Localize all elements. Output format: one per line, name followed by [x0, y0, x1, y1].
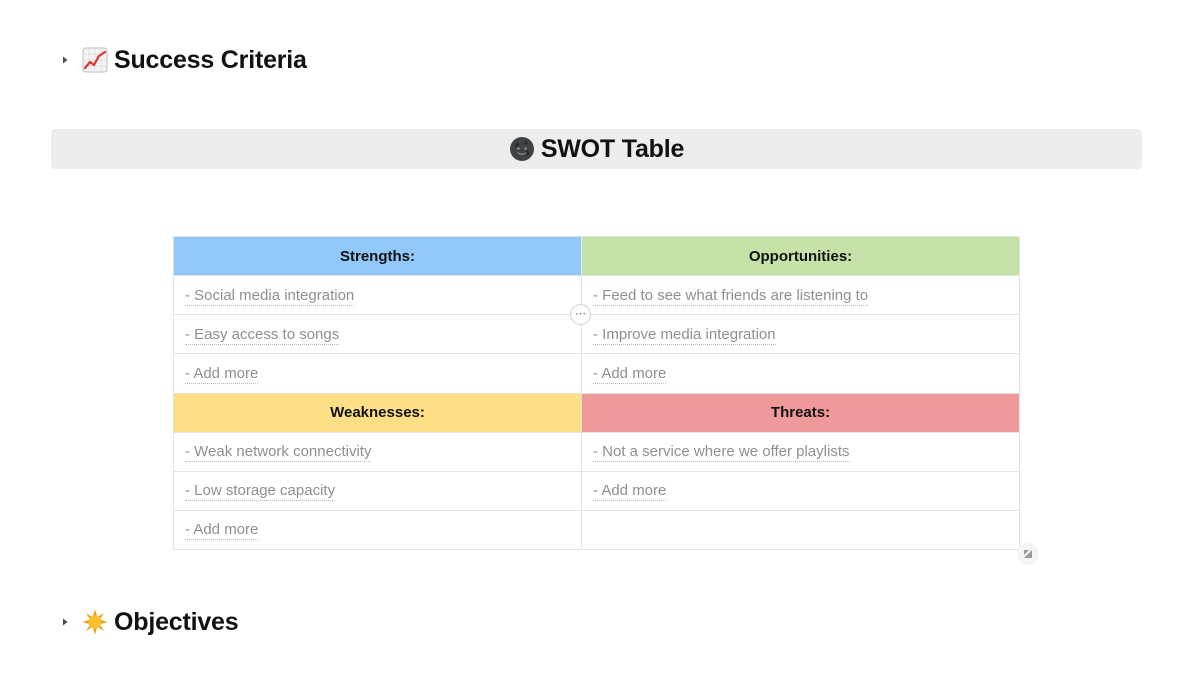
weaknesses-header[interactable]: Weaknesses:	[174, 393, 582, 432]
cell-text: - Add more	[593, 482, 667, 500]
opportunities-cell[interactable]	[582, 315, 1020, 354]
toggle-title: Objectives	[114, 607, 239, 636]
table-row	[174, 315, 1020, 354]
cell-text: - Add more	[185, 521, 259, 539]
table-row	[174, 276, 1020, 315]
sun-icon	[82, 609, 108, 635]
table-row	[174, 471, 1020, 510]
cell-text: - Add more	[185, 364, 259, 382]
cell-text: - Easy access to songs	[185, 325, 340, 343]
swot-callout	[51, 129, 1142, 169]
opportunities-header[interactable]: Opportunities:	[582, 237, 1020, 276]
cell-text: - Not a service where we offer playlists	[593, 443, 850, 461]
cell-text: - Low storage capacity	[185, 482, 336, 500]
table-row	[174, 510, 1020, 549]
swot-table	[173, 236, 1020, 550]
toggle-title: Success Criteria	[114, 45, 307, 74]
caret-right-icon[interactable]	[56, 51, 74, 69]
weaknesses-cell[interactable]	[174, 510, 582, 549]
cell-text: - Add more	[593, 364, 667, 382]
cell-text: - Weak network connectivity	[185, 443, 372, 461]
opportunities-cell[interactable]	[582, 354, 1020, 393]
toggle-success-criteria[interactable]	[56, 40, 307, 80]
callout-title: SWOT Table	[540, 134, 685, 163]
chart-increasing-icon	[82, 47, 108, 73]
opportunities-cell[interactable]	[582, 276, 1020, 315]
table-row	[174, 393, 1020, 432]
threats-cell[interactable]	[582, 432, 1020, 471]
table-row	[174, 354, 1020, 393]
toggle-objectives[interactable]	[56, 602, 238, 642]
strengths-cell[interactable]	[174, 354, 582, 393]
cell-text: - Improve media integration	[593, 325, 776, 343]
new-moon-face-icon	[509, 136, 535, 162]
cell-text: - Social media integration	[185, 286, 355, 304]
weaknesses-cell[interactable]	[174, 432, 582, 471]
caret-right-icon[interactable]	[56, 613, 74, 631]
table-row	[174, 432, 1020, 471]
table-row	[174, 237, 1020, 276]
strengths-cell[interactable]	[174, 315, 582, 354]
threats-header[interactable]: Threats:	[582, 393, 1020, 432]
threats-cell[interactable]	[582, 471, 1020, 510]
cell-text: - Feed to see what friends are listening to	[593, 286, 869, 304]
weaknesses-cell[interactable]	[174, 471, 582, 510]
column-options-handle[interactable]: ⋯	[570, 304, 591, 325]
strengths-cell[interactable]	[174, 276, 582, 315]
threats-cell-empty[interactable]	[582, 510, 1020, 549]
strengths-header[interactable]: Strengths:	[174, 237, 582, 276]
table-resize-icon[interactable]	[1017, 543, 1039, 565]
